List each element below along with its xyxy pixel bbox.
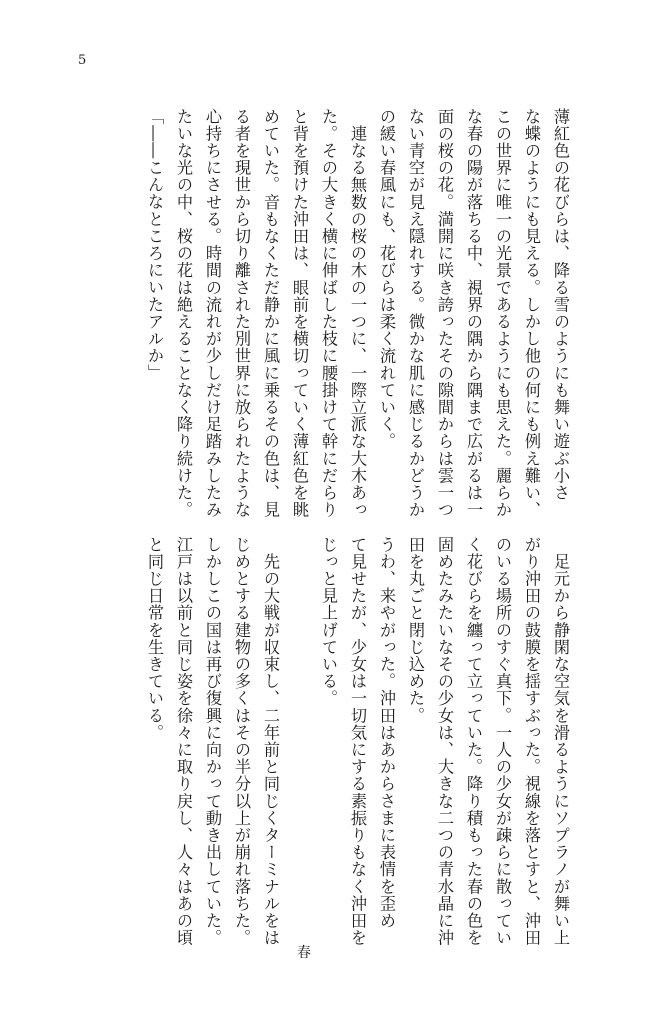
text-column: のいる場所のすぐ真下。一人の少女が疎らに散ってい — [493, 536, 512, 947]
text-column: な春の陽が落ちる中、視界の隅から隅まで広がるは一 — [464, 108, 483, 519]
text-column: と背を預けた沖田は、眼前を横切っていく薄紅色を眺 — [290, 108, 309, 519]
text-column: うわ、来やがった。沖田はあからさまに表情を歪め — [377, 536, 396, 930]
page-number: 5 — [78, 53, 87, 68]
text-column: 面の桜の花。満開に咲き誇ったその隙間からは雲一つ — [435, 108, 454, 519]
text-column: の緩い春風にも、花びらは柔く流れていく。 — [377, 108, 396, 450]
text-column: 固めたみたいなその少女は、大きな二つの青水晶に沖 — [435, 536, 454, 947]
text-column: と同じ日常を生きている。 — [145, 536, 164, 742]
text-column: 田を丸ごと閉じ込めた。 — [406, 536, 425, 725]
text-column: な蝶のようにも見える。しかし他の何にも例え難い、 — [522, 108, 541, 519]
text-column: 足元から静閑な空気を滑るようにソプラノが舞い上 — [551, 536, 570, 947]
text-column: がり沖田の鼓膜を揺すぶった。視線を落とすと、沖田 — [522, 536, 541, 947]
text-column: 「――こんなところにいたアルか」 — [145, 108, 164, 382]
text-column: めていた。音もなくただ静かに風に乗るその色は、見 — [261, 108, 280, 519]
text-column: 連なる無数の桜の木の一つに、一際立派な大木あっ — [348, 108, 367, 519]
text-column: 江戸は以前と同じ姿を徐々に取り戻し、人々はあの頃 — [174, 536, 193, 947]
text-column: ない青空が見え隠れする。微かな肌に感じるかどうか — [406, 108, 425, 519]
text-column: しかしこの国は再び復興に向かって動き出していた。 — [203, 536, 222, 947]
text-column: たいな光の中、桜の花は絶えることなく降り続けた。 — [174, 108, 193, 519]
text-column: る者を現世から切り離された別世界に放られたような — [232, 108, 251, 519]
text-column: く花びらを纏って立っていた。降り積もった春の色を — [464, 536, 483, 947]
text-column: 先の大戦が収束し、二年前と同じくターミナルをは — [261, 536, 280, 947]
text-column: じめとする建物の多くはその半分以上が崩れ落ちた。 — [232, 536, 251, 947]
text-column: 薄紅色の花びらは、降る雪のようにも舞い遊ぶ小さ — [551, 108, 570, 502]
text-column: じっと見上げている。 — [319, 536, 338, 707]
text-column: この世界に唯一の光景であるようにも思えた。麗らか — [493, 108, 512, 519]
running-head: 春 — [297, 945, 311, 961]
text-column: た。その大きく横に伸ばした枝に腰掛けて幹にだらり — [319, 108, 338, 519]
text-column: 心持ちにさせる。時間の流れが少しだけ足踏みしたみ — [203, 108, 222, 519]
text-column: て見せたが、少女は一切気にする素振りもなく沖田を — [348, 536, 367, 947]
